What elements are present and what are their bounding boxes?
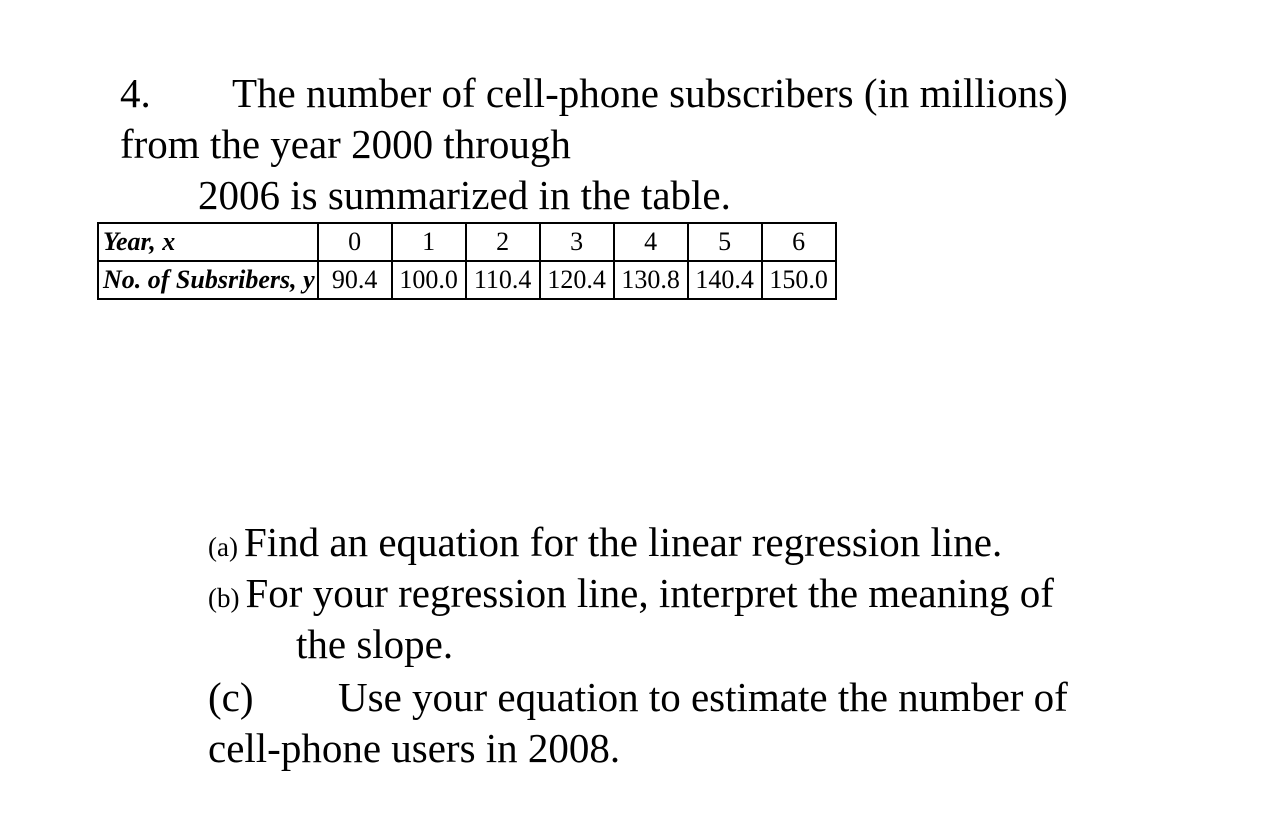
part-b-text: For your regression line, interpret the meaning of <box>245 570 1054 616</box>
problem-intro-line-1: The number of cell-phone subscribers (in millions) <box>232 70 1068 116</box>
table-cell-x: 3 <box>540 223 614 261</box>
part-c-text: Use your equation to estimate the number of <box>338 674 1068 720</box>
part-b-text-continued: the slope. <box>296 621 454 667</box>
part-a <box>208 519 1003 565</box>
table-cell-y: 100.0 <box>392 261 466 299</box>
table-cell-x: 1 <box>392 223 466 261</box>
table-cell-y: 90.4 <box>318 261 392 299</box>
problem-number: 4. <box>120 70 151 116</box>
table-cell-x: 6 <box>762 223 836 261</box>
table-cell-y: 140.4 <box>688 261 762 299</box>
table-cell-y: 110.4 <box>466 261 540 299</box>
part-a-label: (a) <box>208 532 238 562</box>
table-cell-x: 5 <box>688 223 762 261</box>
data-table <box>97 222 837 300</box>
table-row-year <box>98 223 836 261</box>
problem-intro-line-3: 2006 is summarized in the table. <box>198 172 731 218</box>
table-row-subscribers <box>98 261 836 299</box>
table-cell-x: 0 <box>318 223 392 261</box>
table-cell-y: 150.0 <box>762 261 836 299</box>
problem-intro-line-2: from the year 2000 through <box>120 121 571 167</box>
table-cell-x: 4 <box>614 223 688 261</box>
part-a-text: Find an equation for the linear regression line. <box>243 519 1003 565</box>
part-b-label: (b) <box>208 583 240 613</box>
table-cell-y: 130.8 <box>614 261 688 299</box>
table-cell-x: 2 <box>466 223 540 261</box>
table-row-label-subscribers: No. of Subsribers, y <box>98 261 318 299</box>
part-c-text-continued: cell-phone users in 2008. <box>208 725 621 771</box>
part-c-label: (c) <box>208 674 254 720</box>
table-cell-y: 120.4 <box>540 261 614 299</box>
table-row-label-year: Year, x <box>98 223 318 261</box>
part-b <box>208 570 1054 616</box>
